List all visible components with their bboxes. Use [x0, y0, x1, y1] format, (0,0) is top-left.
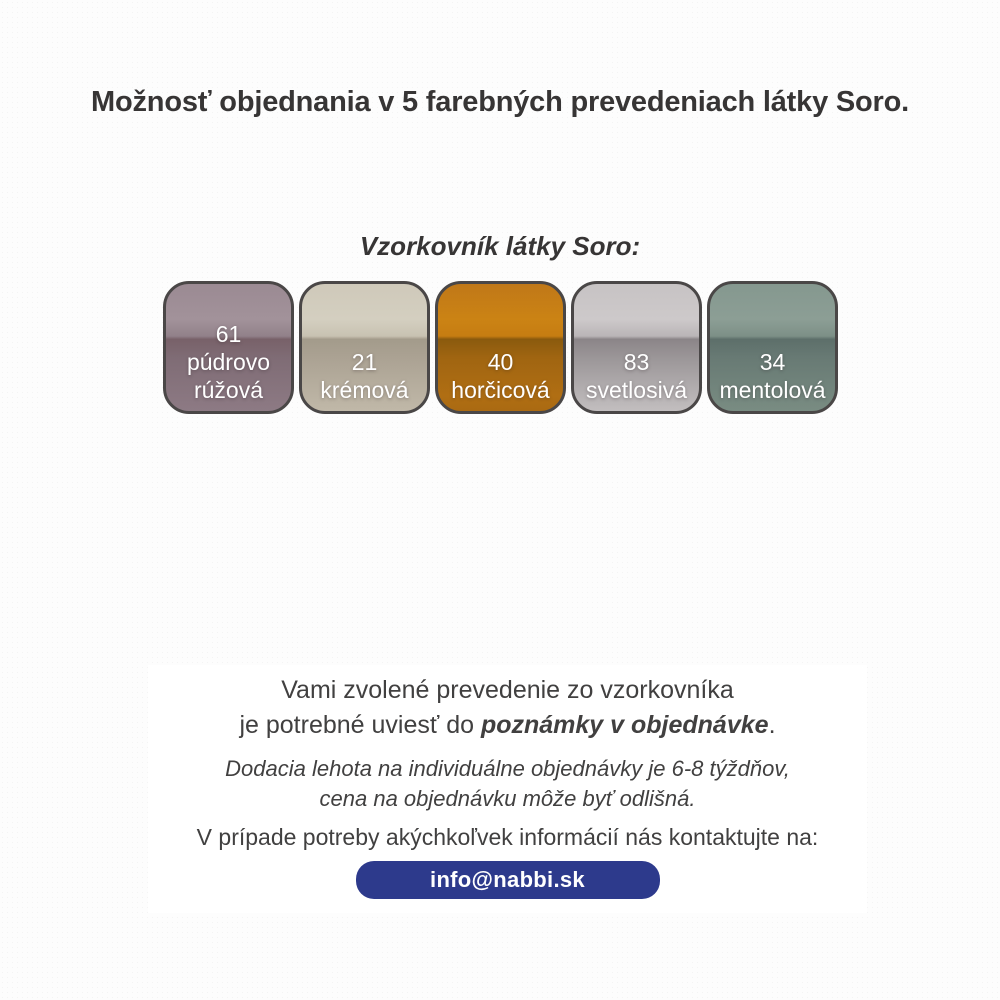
swatch-code: 34 — [759, 349, 786, 375]
swatch-name-line: púdrovo — [186, 349, 271, 375]
swatch-name-line: svetlosivá — [586, 377, 687, 403]
swatch-34-mentolova — [707, 281, 838, 414]
swatch-name-line: krémová — [320, 377, 409, 403]
delivery-note-line-2: cena na objednávku môže byť odlišná. — [319, 786, 696, 811]
swatch-label — [710, 348, 835, 404]
page-title: Možnosť objednania v 5 farebných prevedeniach látky Soro. — [91, 86, 909, 118]
swatch-name-line: horčicová — [451, 377, 550, 403]
swatch-label — [574, 348, 699, 404]
sampler-heading: Vzorkovník látky Soro: — [359, 231, 641, 261]
order-instruction-suffix: . — [768, 711, 776, 739]
delivery-note-line-1: Dodacia lehota na individuálne objednávky je 6-8 týždňov, — [225, 756, 790, 781]
swatch-21-kremova — [299, 281, 430, 414]
email-button[interactable]: info@nabbi.sk — [356, 861, 660, 899]
swatch-label — [166, 320, 291, 404]
swatch-61-pudrovo-ruzova — [163, 281, 294, 414]
swatch-code: 61 — [215, 321, 242, 347]
swatch-label — [302, 348, 427, 404]
contact-line: V prípade potreby akýchkoľvek informácií nás kontaktujte na: — [196, 824, 819, 850]
swatch-code: 21 — [351, 349, 378, 375]
swatch-83-svetlosiva — [571, 281, 702, 414]
swatch-code: 83 — [623, 349, 650, 375]
info-panel — [148, 665, 867, 913]
swatch-name-line: mentolová — [719, 377, 826, 403]
swatch-row — [163, 281, 838, 414]
order-note-emphasis: poznámky v objednávke — [480, 711, 769, 739]
swatch-name-line: rúžová — [193, 377, 264, 403]
swatch-label — [438, 348, 563, 404]
swatch-code: 40 — [487, 349, 514, 375]
order-instruction-line-2 — [148, 711, 867, 740]
order-instruction-line-1: Vami zvolené prevedenie zo vzorkovníka — [281, 676, 734, 704]
order-instruction-prefix: je potrebné uviesť do — [239, 711, 481, 739]
swatch-40-horcicova — [435, 281, 566, 414]
